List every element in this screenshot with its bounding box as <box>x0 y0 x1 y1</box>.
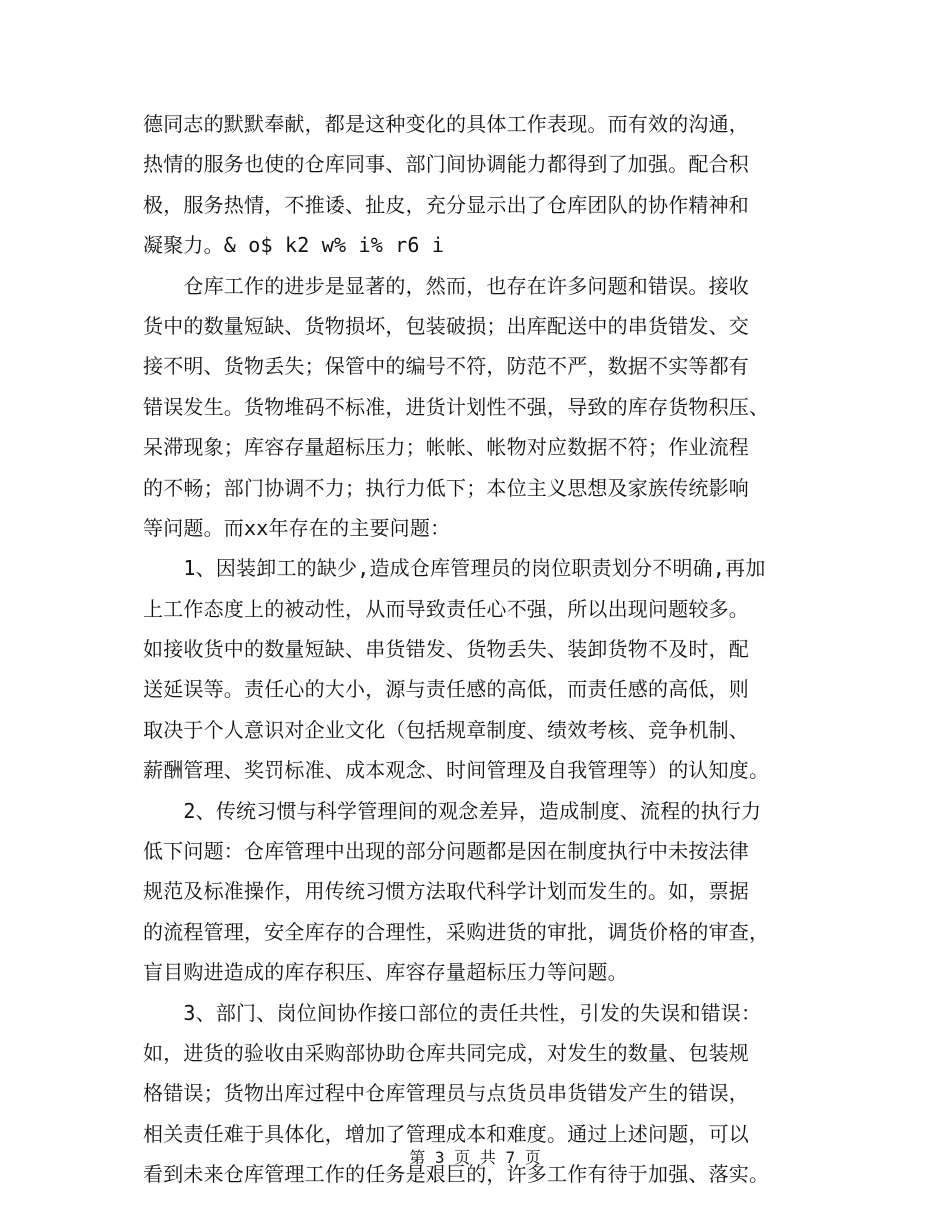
text-line: 的流程管理，安全库存的合理性，采购进货的审批，调货价格的审查， <box>143 919 770 944</box>
text-line: 热情的服务也使的仓库同事、部门间协调能力都得到了加强。配合积 <box>143 152 749 177</box>
text-line: 货中的数量短缺、货物损坏，包装破损；出库配送中的串货错发、交 <box>143 313 749 338</box>
text-line: 如接收货中的数量短缺、串货错发、货物丢失、装卸货物不及时，配 <box>143 637 749 662</box>
text-line: 1、因装卸工的缺少,造成仓库管理员的岗位职责划分不明确,再加 <box>143 556 766 581</box>
text-line: 呆滞现象；库容存量超标压力；帐帐、帐物对应数据不符；作业流程 <box>143 435 749 460</box>
text-line: 的不畅；部门协调不力；执行力低下；本位主义思想及家族传统影响 <box>143 475 749 500</box>
text-line: 看到未来仓库管理工作的任务是艰巨的，许多工作有待于加强、落实。 <box>143 1162 770 1187</box>
text-line: 相关责任难于具体化，增加了管理成本和难度。通过上述问题，可以 <box>143 1121 749 1146</box>
text-line: 格错误；货物出库过程中仓库管理员与点货员串货错发产生的错误， <box>143 1081 749 1106</box>
text-line: 极，服务热情，不推诿、扯皮，充分显示出了仓库团队的协作精神和 <box>143 192 749 217</box>
text-line: 送延误等。责任心的大小，源与责任感的高低，而责任感的高低，则 <box>143 677 749 702</box>
text-line: 2、传统习惯与科学管理间的观念差异，造成制度、流程的执行力 <box>143 798 762 823</box>
text-line: 凝聚力。& o$ k2 w% i% r6 i <box>143 233 445 258</box>
text-line: 薪酬管理、奖罚标准、成本观念、时间管理及自我管理等）的认知度。 <box>143 758 770 783</box>
text-line: 错误发生。货物堆码不标准，进货计划性不强，导致的库存货物积压、 <box>143 394 770 419</box>
text-line: 仓库工作的进步是显著的，然而，也存在许多问题和错误。接收 <box>143 273 749 298</box>
text-line: 规范及标准操作，用传统习惯方法取代科学计划而发生的。如，票据 <box>143 879 749 904</box>
text-line: 等问题。而xx年存在的主要问题： <box>143 515 451 540</box>
text-line: 3、部门、岗位间协作接口部位的责任共性，引发的失误和错误： <box>143 1000 762 1025</box>
text-line: 接不明、货物丢失；保管中的编号不符，防范不严，数据不实等都有 <box>143 354 749 379</box>
page-number: 第 3 页 共 7 页 <box>409 1148 541 1167</box>
text-line: 取决于个人意识对企业文化（包括规章制度、绩效考核、竞争机制、 <box>143 717 749 742</box>
text-line: 上工作态度上的被动性，从而导致责任心不强，所以出现问题较多。 <box>143 596 749 621</box>
text-line: 盲目购进造成的库存积压、库容存量超标压力等问题。 <box>143 960 628 985</box>
text-line: 德同志的默默奉献，都是这种变化的具体工作表现。而有效的沟通， <box>143 112 749 136</box>
document-body <box>143 104 811 1195</box>
text-line: 低下问题：仓库管理中出现的部分问题都是因在制度执行中未按法律 <box>143 839 749 864</box>
text-line: 如，进货的验收由采购部协助仓库共同完成，对发生的数量、包装规 <box>143 1040 749 1065</box>
